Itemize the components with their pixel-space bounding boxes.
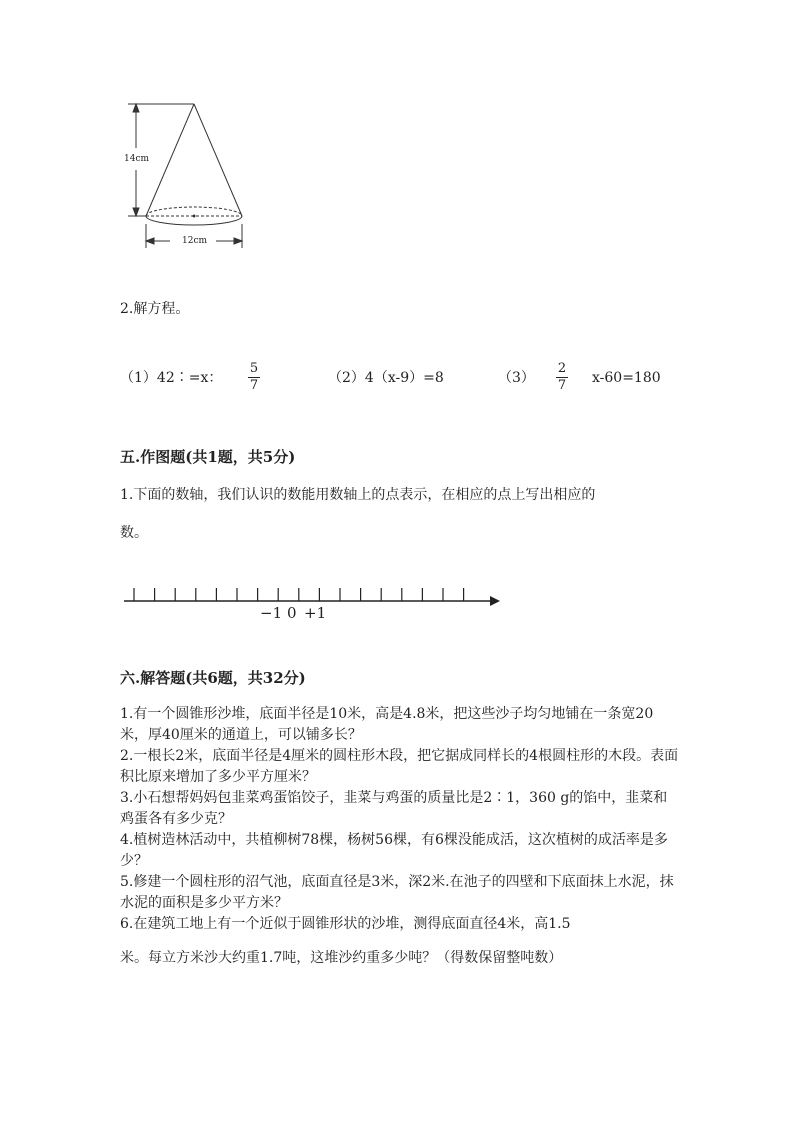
question-3: 3.小石想帮妈妈包韭菜鸡蛋馅饺子，韭菜与鸡蛋的质量比是2∶1，360 g的馅中，韭菜和鸡蛋各有多少克？ (120, 790, 668, 827)
equation-1: （1）42∶=x： (120, 370, 223, 386)
equation-3-prefix: （3） (498, 370, 535, 386)
question-6: 6.在建筑工地上有一个近似于圆锥形状的沙堆，测得底面直径4米，高1.5 (120, 916, 571, 932)
section-6-title: 六.解答题(共6题，共32分) (120, 669, 306, 687)
axis-label-minus-1: −1 (260, 604, 283, 622)
question-4: 4.植树造林活动中，共植柳树78棵，杨树56棵，有6棵没能成活，这次植树的成活率是多少？ (120, 832, 668, 869)
equation-1-fraction (248, 362, 260, 393)
question-list (120, 704, 680, 935)
eq3-denominator: 7 (557, 378, 567, 393)
solve-heading: 2.解方程。 (120, 301, 190, 317)
section-5-question-line-2: 数。 (120, 525, 148, 541)
cone-diameter-label: 12cm (182, 236, 208, 246)
eq3-numerator: 2 (557, 361, 567, 376)
equation-3-fraction (556, 362, 568, 393)
equation-3-suffix: x-60=180 (592, 370, 661, 386)
axis-label-plus-1: +1 (304, 604, 327, 622)
question-2: 2.一根长2米，底面半径是4厘米的圆柱形木段，把它据成同样长的4根圆柱形的木段。表面积比原来增加了多少平方厘米？ (120, 748, 679, 785)
axis-label-0: 0 (287, 604, 297, 622)
equation-2: （2）4（x-9）=8 (328, 370, 444, 386)
question-1: 1.有一个圆锥形沙堆，底面半径是10米，高是4.8米，把这些沙子均匀地铺在一条宽20米，厚40厘米的通道上，可以铺多长？ (120, 706, 654, 743)
section-5-question-line-1: 1.下面的数轴，我们认识的数能用数轴上的点表示，在相应的点上写出相应的 (120, 487, 596, 503)
question-6-line-2: 米。每立方米沙大约重1.7吨，这堆沙约重多少吨？（得数保留整吨数） (120, 950, 563, 966)
cone-height-label: 14cm (124, 154, 150, 164)
eq1-denominator: 7 (249, 378, 259, 393)
eq1-numerator: 5 (249, 361, 259, 376)
question-5: 5.修建一个圆柱形的沼气池，底面直径是3米，深2米.在池子的四壁和下底面抹上水泥，抹水泥的面积是多少平方米？ (120, 874, 674, 911)
section-5-title: 五.作图题(共1题，共5分) (120, 448, 296, 466)
cone-figure (120, 96, 250, 256)
